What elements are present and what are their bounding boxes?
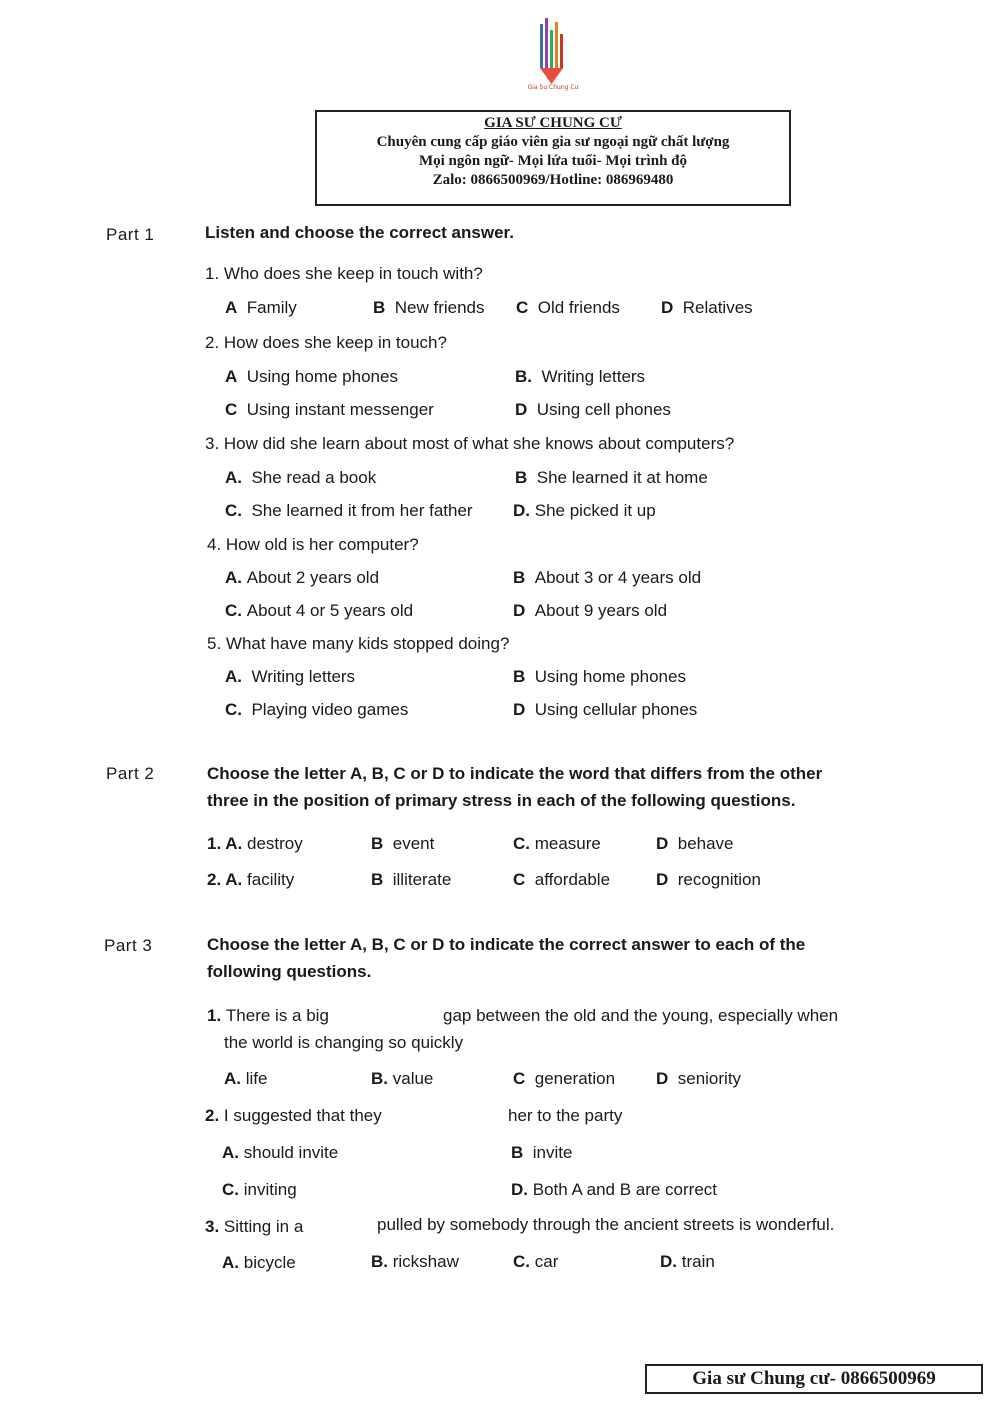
part1-q3-option-a[interactable]: A. She read a book [225, 468, 377, 487]
part3-label: Part 3 [104, 936, 153, 955]
part2-q2-option-a[interactable]: 2. A. facility [207, 870, 295, 889]
part3-q1-option-a[interactable]: A. life [224, 1069, 268, 1088]
part2-q2-option-c[interactable]: C affordable [513, 870, 611, 889]
part1-q5-option-b[interactable]: B Using home phones [513, 667, 686, 686]
part2-q1-option-b[interactable]: B event [371, 834, 435, 853]
part3-q3-stem-end: pulled by somebody through the ancient streets is wonderful. [377, 1215, 835, 1234]
part1-q1-text: 1. Who does she keep in touch with? [205, 264, 483, 283]
part1-q1-option-c[interactable]: C Old friends [516, 298, 620, 317]
part3-q2-option-a[interactable]: A. should invite [222, 1143, 339, 1162]
part3-q3-stem-start: 3. Sitting in a [205, 1217, 304, 1236]
part2-instruction-line-1: Choose the letter A, B, C or D to indicate the word that differs from the other [207, 764, 823, 783]
part1-q5-option-a[interactable]: A. Writing letters [225, 667, 356, 686]
part3-q2-stem-end: her to the party [508, 1106, 623, 1125]
part3-q2-stem-start: 2. I suggested that they [205, 1106, 382, 1125]
part2-q2-option-b[interactable]: B illiterate [371, 870, 452, 889]
part1-q1-option-b[interactable]: B New friends [373, 298, 485, 317]
part3-q1-stem-line-2: the world is changing so quickly [224, 1033, 464, 1052]
part3-q3-option-a[interactable]: A. bicycle [222, 1253, 296, 1272]
part1-q2-option-d[interactable]: D Using cell phones [515, 400, 671, 419]
part2-label: Part 2 [106, 764, 155, 783]
part1-q2-option-b[interactable]: B. Writing letters [515, 367, 646, 386]
part3-q2-option-b[interactable]: B invite [511, 1143, 573, 1162]
part1-q1-option-a[interactable]: A Family [225, 298, 297, 317]
part3-instruction-line-2: following questions. [207, 962, 372, 981]
part1-q4-option-d[interactable]: D About 9 years old [513, 601, 668, 620]
part1-q3-option-c[interactable]: C. She learned it from her father [225, 501, 473, 520]
footer-box: Gia sư Chung cư- 0866500969 [645, 1364, 983, 1394]
part1-q4-option-b[interactable]: B About 3 or 4 years old [513, 568, 702, 587]
part1-label: Part 1 [106, 225, 155, 244]
logo-caption: Gia Sư Chung Cư [527, 84, 579, 91]
part1-q2-option-a[interactable]: A Using home phones [225, 367, 398, 386]
part1-q3-option-d[interactable]: D. She picked it up [513, 501, 656, 520]
part3-q2-option-c[interactable]: C. inviting [222, 1180, 297, 1199]
logo-icon [530, 16, 574, 94]
part1-q4-option-a[interactable]: A. About 2 years old [225, 568, 380, 587]
part3-instruction-line-1: Choose the letter A, B, C or D to indicate the correct answer to each of the [207, 935, 806, 954]
part1-q4-text: 4. How old is her computer? [207, 535, 419, 554]
part3-q1-stem-start: 1. There is a big [207, 1006, 329, 1025]
part1-q5-option-c[interactable]: C. Playing video games [225, 700, 409, 719]
part1-q2-text: 2. How does she keep in touch? [205, 333, 447, 352]
part1-q5-text: 5. What have many kids stopped doing? [207, 634, 510, 653]
header-line-3: Mọi ngôn ngữ- Mọi lứa tuổi- Mọi trình độ [418, 153, 687, 169]
part3-q3-option-b[interactable]: B. rickshaw [371, 1252, 459, 1271]
part2-q1-option-c[interactable]: C. measure [513, 834, 601, 853]
part2-q1-option-a[interactable]: 1. A. destroy [207, 834, 303, 853]
part1-q3-text: 3. How did she learn about most of what she knows about computers? [205, 434, 735, 453]
part3-q1-option-b[interactable]: B. value [371, 1069, 434, 1088]
part1-instruction: Listen and choose the correct answer. [205, 223, 514, 242]
part1-q5-option-d[interactable]: D Using cellular phones [513, 700, 698, 719]
header-line-2: Chuyên cung cấp giáo viên gia sư ngoại ngữ chất lượng [376, 134, 730, 150]
part3-q1-stem-end: gap between the old and the young, especially when [443, 1006, 839, 1025]
part3-q2-option-d[interactable]: D. Both A and B are correct [511, 1180, 718, 1199]
part2-instruction-line-2: three in the position of primary stress in each of the following questions. [207, 791, 796, 810]
part2-q2-option-d[interactable]: D recognition [656, 870, 761, 889]
header-box [315, 110, 791, 206]
part3-q3-option-c[interactable]: C. car [513, 1252, 559, 1271]
header-line-4: Zalo: 0866500969/Hotline: 086969480 [432, 172, 674, 188]
part3-q3-option-d[interactable]: D. train [660, 1252, 715, 1271]
part3-q1-option-d[interactable]: D seniority [656, 1069, 742, 1088]
part2-q1-option-d[interactable]: D behave [656, 834, 734, 853]
part1-q2-option-c[interactable]: C Using instant messenger [225, 400, 434, 419]
part1-q3-option-b[interactable]: B She learned it at home [515, 468, 708, 487]
part3-q1-option-c[interactable]: C generation [513, 1069, 616, 1088]
part1-q1-option-d[interactable]: D Relatives [661, 298, 753, 317]
part1-q4-option-c[interactable]: C. About 4 or 5 years old [225, 601, 414, 620]
header-title: GIA SƯ CHUNG CƯ [484, 115, 622, 131]
